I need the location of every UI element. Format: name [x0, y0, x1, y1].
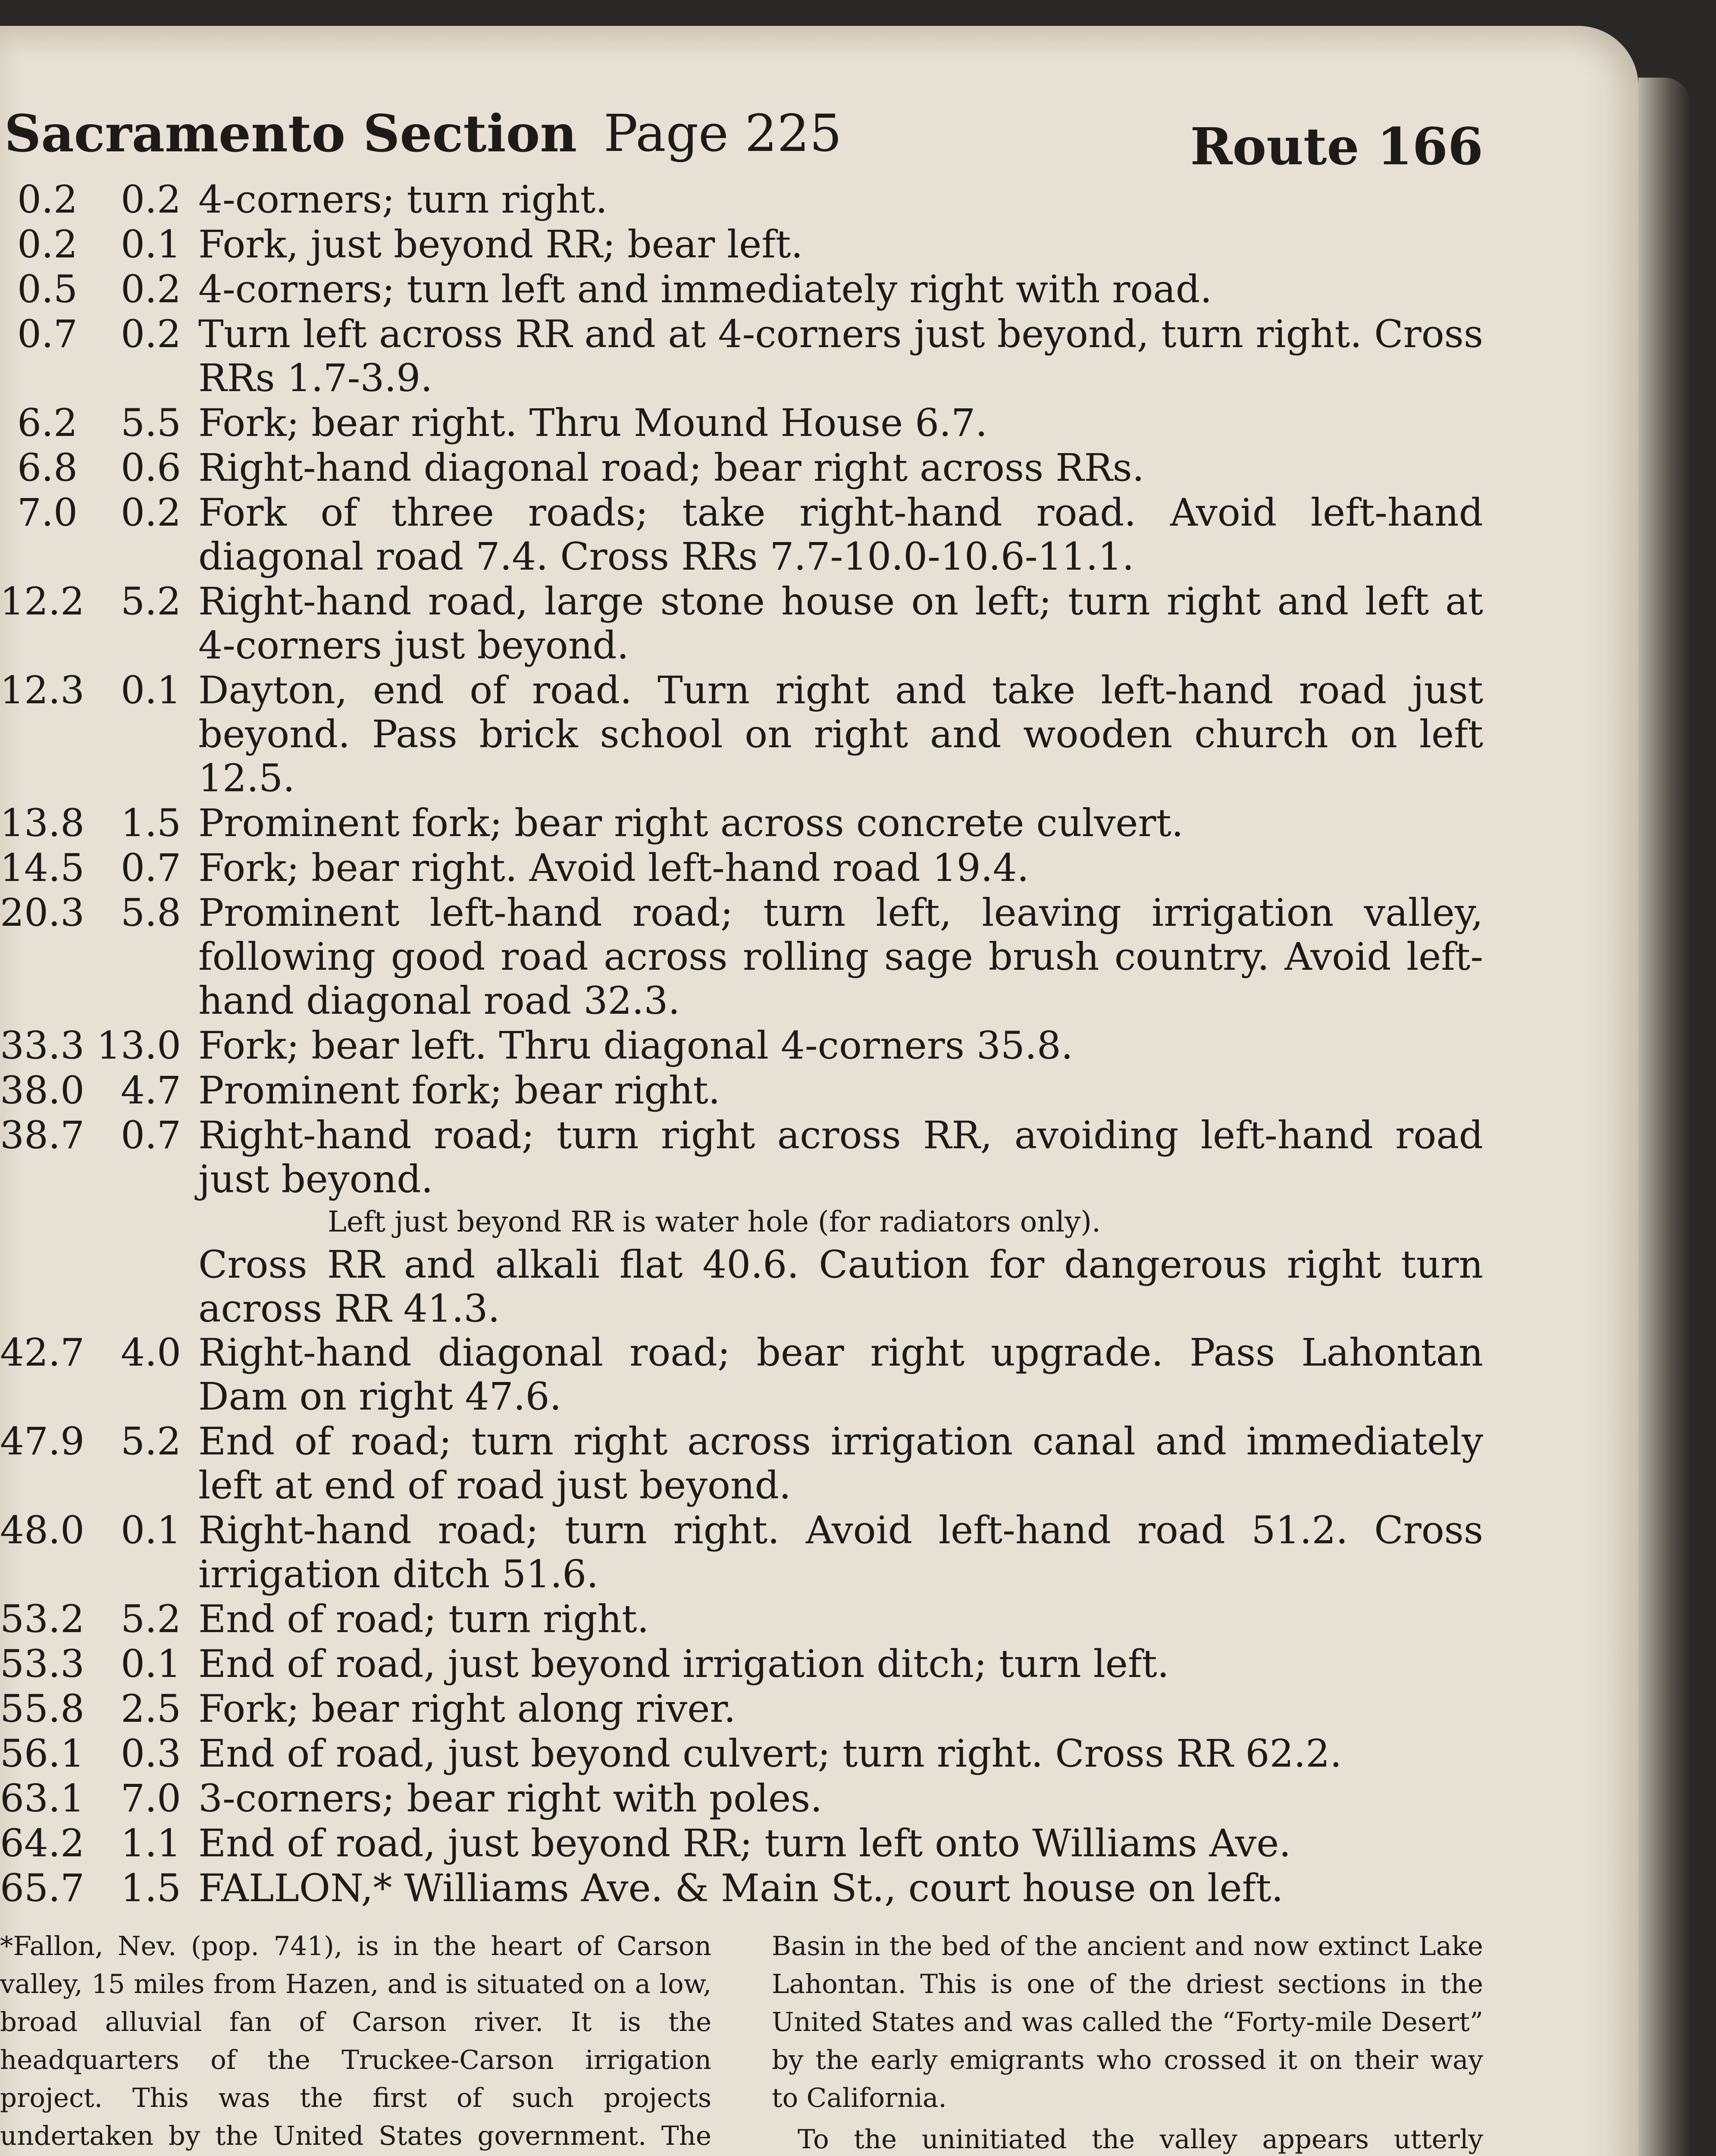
route-row: 55.8 2.5 Fork; bear right along river. [0, 1686, 736, 1731]
route-row: 7.0 0.2 Fork of three roads; take right-hand road. Avoid left-hand diagonal road 7.4. Cross RRs 7.7-10.0-10.6-11.1. [17, 490, 1483, 579]
description-paragraph: Basin in the bed of the ancient and now extinct Lake Lahontan. This is one of the driest sections in the United States and was called the “Forty-mile Desert” by the early emigrants who crossed it on their way to California. [772, 1931, 1483, 2113]
route-row: 0.2 0.2 4-corners; turn right. [17, 177, 607, 222]
route-row: 56.1 0.3 End of road, just beyond culvert; turn right. Cross RR 62.2. [0, 1731, 1342, 1776]
route-row: 6.8 0.6 Right-hand diagonal road; bear right across RRs. [17, 445, 1144, 490]
description-paragraph: To the uninitiated the valley appears utterly [798, 2124, 1483, 2155]
route-row: 42.7 4.0 Right-hand diagonal road; bear right upgrade. Pass Lahontan Dam on right 47.6. [0, 1330, 1483, 1419]
route-row: 48.0 0.1 Right-hand road; turn right. Avoid left-hand road 51.2. Cross irrigation ditch 51.6. [0, 1508, 1483, 1596]
route-continuation: Cross RR and alkali flat 40.6. Caution for dangerous right turn across RR 41.3. [198, 1242, 1483, 1331]
route-row: 6.2 5.5 Fork; bear right. Thru Mound House 6.7. [17, 401, 988, 445]
fallon-description [0, 1927, 1483, 2156]
route-row: 65.7 1.5 FALLON,* Williams Ave. & Main St., court house on left. [0, 1866, 1284, 1910]
route-row: 12.3 0.1 Dayton, end of road. Turn right and take left-hand road just beyond. Pass brick school on right and wooden church on left 12.5. [0, 668, 1483, 800]
description-column-right [772, 1927, 1483, 2156]
route-row: 0.7 0.2 Turn left across RR and at 4-corners just beyond, turn right. Cross RRs 1.7-3.9. [17, 312, 1483, 400]
route-row: 14.5 0.7 Fork; bear right. Avoid left-hand road 19.4. [0, 846, 1029, 890]
route-row: 38.7 0.7 Right-hand road; turn right across RR, avoiding left-hand road just beyond. [0, 1113, 1483, 1201]
route-row: 53.2 5.2 End of road; turn right. [0, 1597, 649, 1641]
route-row: 12.2 5.2 Right-hand road, large stone house on left; turn right and left at 4-corners just beyond. [0, 579, 1483, 667]
route-row: 0.5 0.2 4-corners; turn left and immediately right with road. [17, 267, 1212, 311]
route-note: Left just beyond RR is water hole (for radiators only). [328, 1205, 1101, 1238]
page-number: Page 225 [604, 103, 842, 163]
route-number: Route 166 [1190, 116, 1483, 176]
route-row: 13.8 1.5 Prominent fork; bear right across concrete culvert. [0, 801, 1184, 845]
route-row: 53.3 0.1 End of road, just beyond irrigation ditch; turn left. [0, 1642, 1169, 1686]
page-header [0, 99, 1483, 177]
route-row: 64.2 1.1 End of road, just beyond RR; turn left onto Williams Ave. [0, 1821, 1291, 1865]
description-column-left [0, 1927, 711, 2156]
section-title: Sacramento Section [4, 103, 577, 163]
route-row: 38.0 4.7 Prominent fork; bear right. [0, 1068, 720, 1112]
route-row: 0.2 0.1 Fork, just beyond RR; bear left. [17, 222, 803, 266]
description-paragraph: *Fallon, Nev. (pop. 741), is in the heart of Carson valley, 15 miles from Hazen, and is situated on a low, broad alluvial fan of Carson river. It is the headquarters of the Truckee-Carson irrigation project. This was the first of such projects undertaken by the United States government. The [0, 1931, 711, 2151]
route-row: 47.9 5.2 End of road; turn right across irrigation canal and immediately left at end of road just beyond. [0, 1419, 1483, 1507]
route-directions [0, 178, 1483, 1911]
route-row: 20.3 5.8 Prominent left-hand road; turn left, leaving irrigation valley, following good road across rolling sage brush country. Avoid left-hand diagonal road 32.3. [0, 890, 1483, 1023]
book-spine [1638, 78, 1690, 2156]
route-row: 63.1 7.0 3-corners; bear right with poles. [0, 1776, 823, 1821]
route-row: 33.3 13.0 Fork; bear left. Thru diagonal 4-corners 35.8. [0, 1023, 1073, 1068]
